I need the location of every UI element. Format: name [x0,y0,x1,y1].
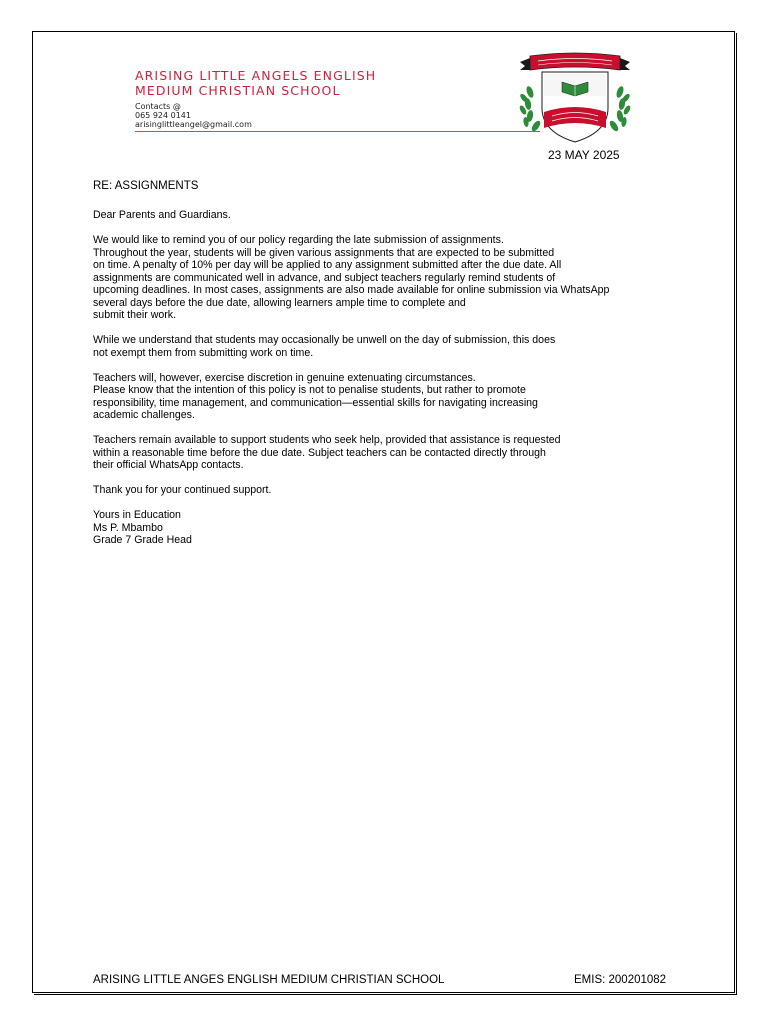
paragraph-discretion [93,372,693,422]
paragraph-line: their official WhatsApp contacts. [93,459,244,471]
paragraph-line: Throughout the year, students will be given various assignments that are expected to be submitted [93,246,555,259]
paragraph-line: on time. A penalty of 10% per day will be applied to any assignment submitted after the due date. All [93,259,562,271]
letter-date: 23 MAY 2025 [548,148,620,162]
school-name-line2: MEDIUM CHRISTIAN SCHOOL [135,82,341,98]
paragraph-line: responsibility, time management, and communication—essential skills for navigating increasing [93,396,538,409]
signatory-title: Grade 7 Grade Head [93,534,192,546]
paragraph-line: Teachers will, however, exercise discretion in genuine extenuating circumstances. [93,371,476,384]
signatory-name: Ms P. Mbambo [93,521,163,534]
school-name-line1: ARISING LITTLE ANGELS ENGLISH [135,68,377,83]
paragraph-line: Teachers remain available to support students who seek help, provided that assistance is requested [93,434,561,446]
phone-number: 065 924 0141 [135,110,191,120]
paragraph-illness [93,334,693,359]
paragraph-line: within a reasonable time before the due date. Subject teachers can be contacted directly through [93,446,546,459]
paragraph-line: Please know that the intention of this policy is not to penalise students, but rather to promote [93,384,526,396]
footer-emis: EMIS: 200201082 [574,974,667,986]
thanks-line: Thank you for your continued support. [93,484,272,496]
contacts-label: Contacts @ [135,102,181,111]
school-crest-icon [516,52,634,144]
paragraph-support [93,434,693,472]
paragraph-line: We would like to remind you of our policy regarding the late submission of assignments. [93,234,504,246]
footer-school-name: ARISING LITTLE ANGES ENGLISH MEDIUM CHRISTIAN SCHOOL [93,974,445,986]
school-name [135,69,376,98]
paragraph-line: several days before the due date, allowing learners ample time to complete and [93,296,466,309]
paragraph-line: While we understand that students may occasionally be unwell on the day of submission, this does [93,334,556,346]
paragraph-line: not exempt them from submitting work on time. [93,346,314,359]
letter-subject: RE: ASSIGNMENTS [93,180,199,192]
paragraph-late-submission [93,234,693,322]
closing: Yours in Education [93,509,181,521]
email-address: arisinglittleangel@gmail.com [135,119,252,129]
paragraph-line: submit their work. [93,309,177,321]
paragraph-line: assignments are communicated well in advance, and subject teachers regularly remind students of [93,271,556,284]
contacts-block [135,103,252,129]
header-divider [135,131,540,132]
salutation: Dear Parents and Guardians. [93,209,231,221]
paragraph-line: academic challenges. [93,409,195,421]
letter-body [93,209,693,547]
paragraph-line: upcoming deadlines. In most cases, assignments are also made available for online submission via WhatsApp [93,284,610,296]
